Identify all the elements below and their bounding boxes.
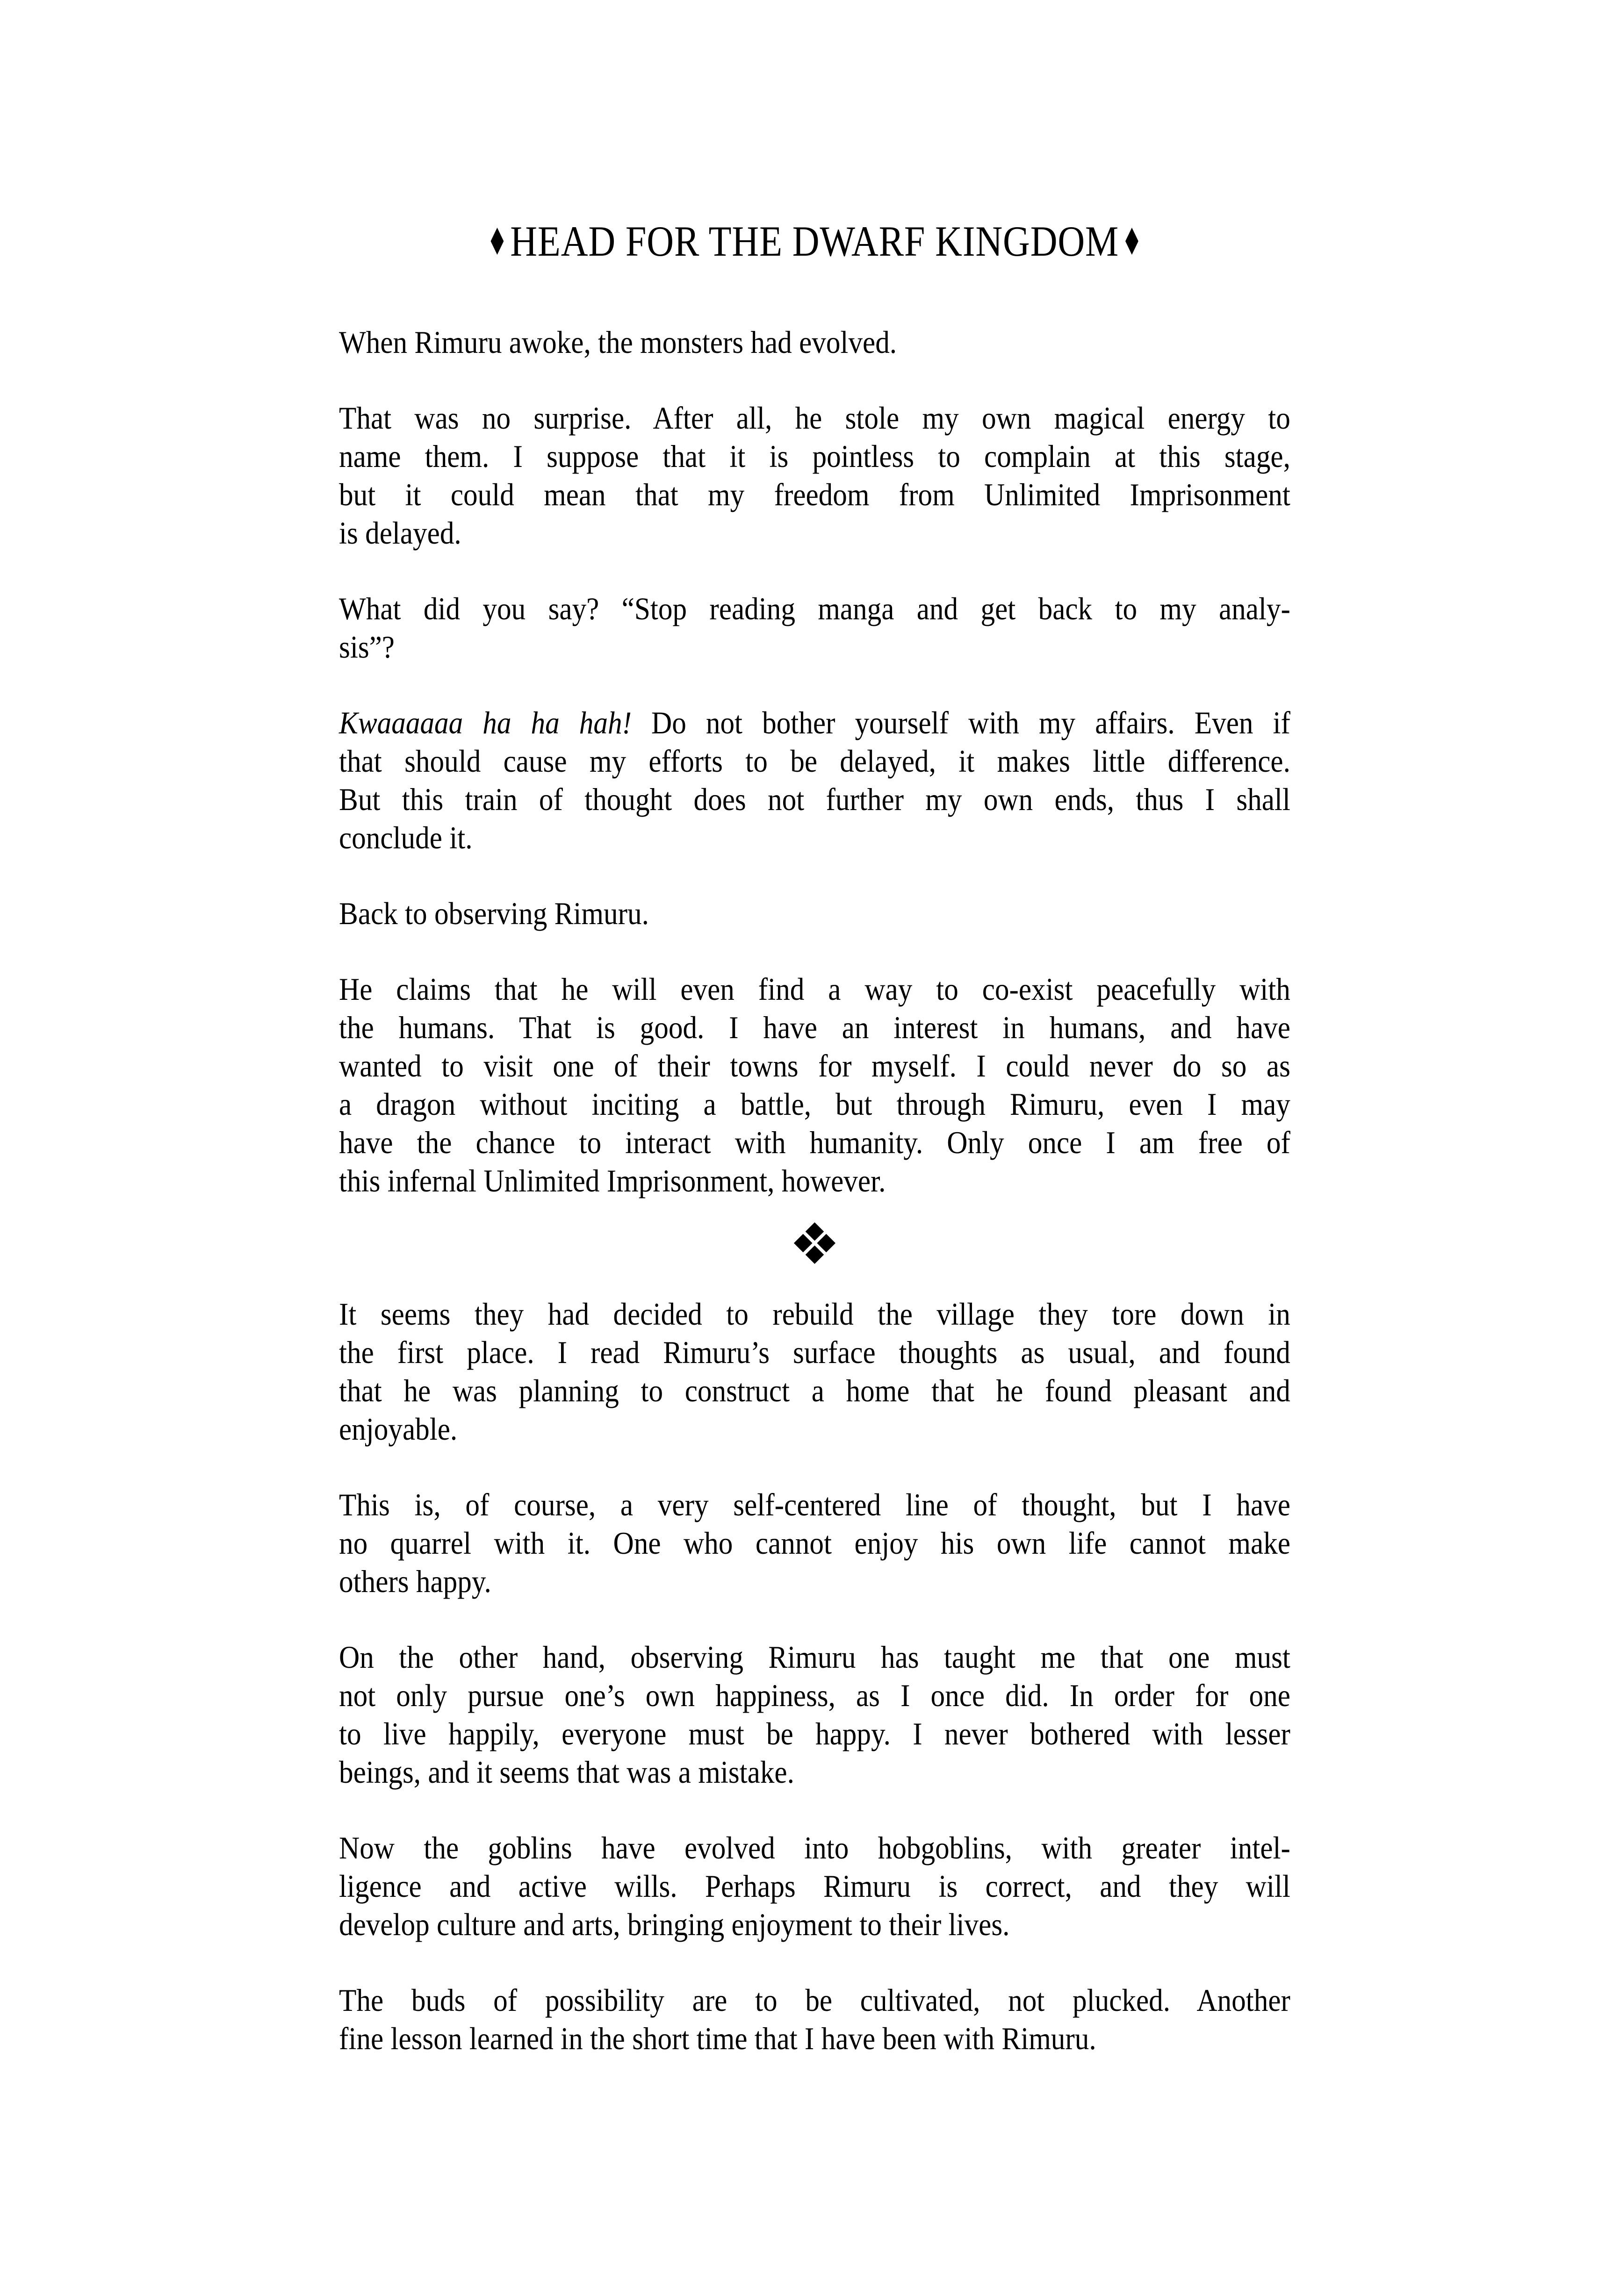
text-line: this infernal Unlimited Imprisonment, however. bbox=[339, 1163, 886, 1198]
paragraph bbox=[339, 399, 1290, 552]
paragraph bbox=[339, 1485, 1290, 1600]
text-line: sis”? bbox=[339, 629, 395, 665]
chapter-title-inner bbox=[491, 218, 1138, 265]
text-line: That was no surprise. After all, he stole my own magical energy to bbox=[339, 400, 1290, 436]
text-line: develop culture and arts, bringing enjoyment to their lives. bbox=[339, 1907, 1010, 1942]
text-line: to live happily, everyone must be happy. I never bothered with lesser bbox=[339, 1716, 1290, 1751]
text-line: Back to observing Rimuru. bbox=[339, 896, 649, 931]
text-line: is delayed. bbox=[339, 515, 461, 551]
scene-break bbox=[339, 1222, 1290, 1263]
paragraph bbox=[339, 323, 1290, 361]
text-line: The buds of possibility are to be cultivated, not plucked. Another bbox=[339, 1982, 1290, 2018]
text-line: ligence and active wills. Perhaps Rimuru is correct, and they will bbox=[339, 1868, 1290, 1904]
text-line: What did you say? “Stop reading manga and get back to my analy- bbox=[339, 591, 1290, 626]
diamond-icon bbox=[1125, 228, 1138, 255]
text-line: fine lesson learned in the short time that I have been with Rimuru. bbox=[339, 2021, 1096, 2056]
italic-text: Kwaaaaaa ha ha hah! bbox=[339, 705, 632, 740]
page-body bbox=[339, 323, 1290, 2095]
chapter-title bbox=[339, 217, 1290, 265]
text-line: beings, and it seems that was a mistake. bbox=[339, 1754, 794, 1790]
text-line: no quarrel with it. One who cannot enjoy his own life cannot make bbox=[339, 1525, 1290, 1561]
text-line: wanted to visit one of their towns for myself. I could never do so as bbox=[339, 1048, 1290, 1083]
text-line: conclude it. bbox=[339, 820, 473, 855]
text-line: It seems they had decided to rebuild the village they tore down in bbox=[339, 1296, 1290, 1332]
text-line: a dragon without inciting a battle, but through Rimuru, even I may bbox=[339, 1086, 1290, 1122]
text-line: that he was planning to construct a home that he found pleasant and bbox=[339, 1373, 1290, 1408]
text-line: others happy. bbox=[339, 1564, 491, 1599]
text-line: This is, of course, a very self-centered line of thought, but I have bbox=[339, 1487, 1290, 1522]
text-line: On the other hand, observing Rimuru has taught me that one must bbox=[339, 1639, 1290, 1675]
text-line: But this train of thought does not further my own ends, thus I shall bbox=[339, 782, 1290, 817]
paragraph bbox=[339, 970, 1290, 1200]
paragraph bbox=[339, 589, 1290, 666]
paragraph bbox=[339, 703, 1290, 857]
text-line: He claims that he will even find a way to co-exist peacefully with bbox=[339, 971, 1290, 1007]
text-line: Now the goblins have evolved into hobgoblins, with greater intel- bbox=[339, 1830, 1290, 1866]
text-line: the first place. I read Rimuru’s surface thoughts as usual, and found bbox=[339, 1335, 1290, 1370]
paragraph bbox=[339, 1295, 1290, 1448]
diamond-icon bbox=[491, 228, 504, 255]
text-line: have the chance to interact with humanity. Only once I am free of bbox=[339, 1125, 1290, 1160]
text-line: enjoyable. bbox=[339, 1411, 458, 1447]
regular-text: Do not bother yourself with my affairs. Even if bbox=[631, 705, 1290, 740]
four-diamond-ornament-icon bbox=[800, 1228, 829, 1258]
chapter-title-text: HEAD FOR THE DWARF KINGDOM bbox=[510, 217, 1119, 265]
text-line: the humans. That is good. I have an interest in humans, and have bbox=[339, 1010, 1290, 1045]
paragraph bbox=[339, 1829, 1290, 1944]
text-line: When Rimuru awoke, the monsters had evolved. bbox=[339, 324, 897, 360]
text-line bbox=[339, 703, 1290, 742]
paragraph bbox=[339, 894, 1290, 933]
text-line: but it could mean that my freedom from Unlimited Imprisonment bbox=[339, 477, 1290, 512]
text-line: name them. I suppose that it is pointless to complain at this stage, bbox=[339, 438, 1290, 474]
paragraph bbox=[339, 1638, 1290, 1791]
text-line: not only pursue one’s own happiness, as I once did. In order for one bbox=[339, 1678, 1290, 1713]
text-line: that should cause my efforts to be delayed, it makes little difference. bbox=[339, 743, 1290, 779]
paragraph bbox=[339, 1981, 1290, 2058]
